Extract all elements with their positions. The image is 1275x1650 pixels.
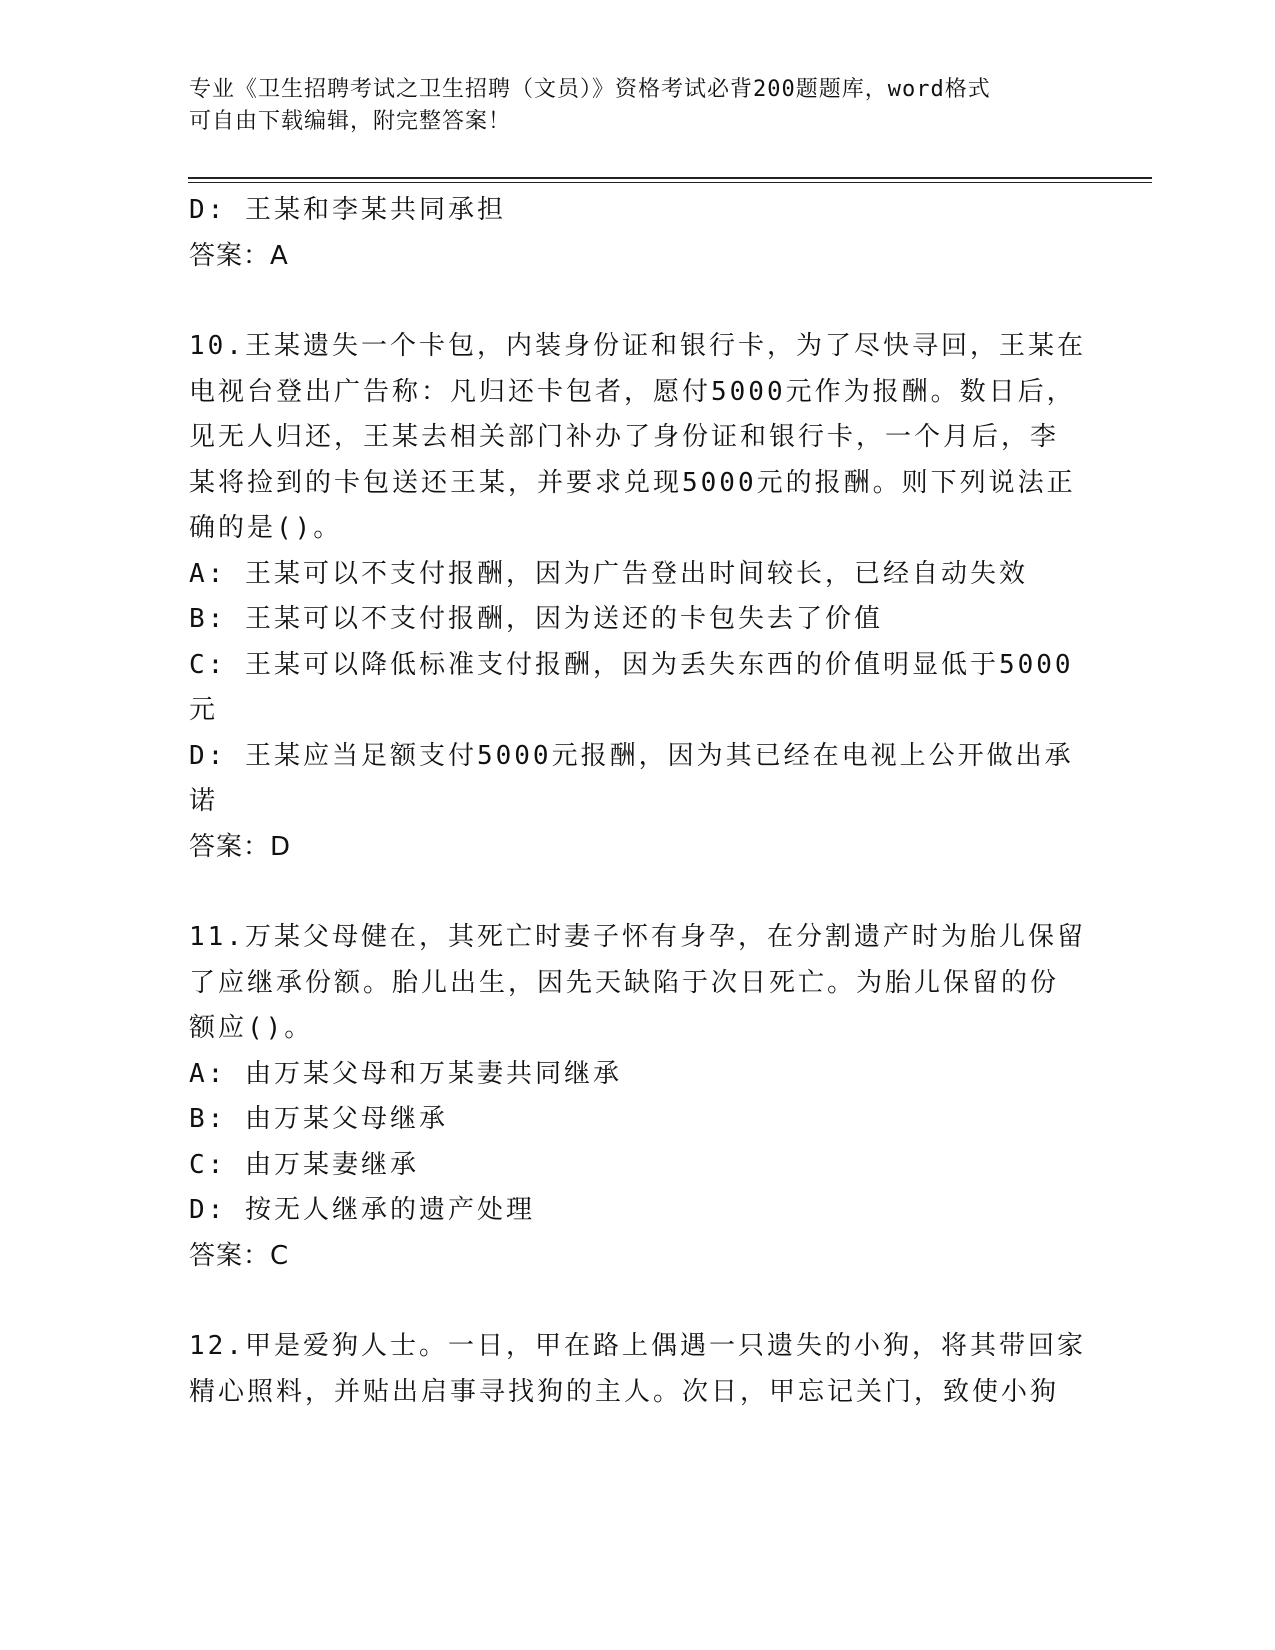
answer-line: 答案：A (189, 240, 289, 271)
answer-line: 答案：C (189, 1240, 290, 1271)
header-line-2: 可自由下载编辑，附完整答案！ (189, 109, 512, 134)
option-d: D: 王某应当足额支付5000元报酬，因为其已经在电视上公开做出承 (189, 740, 1074, 771)
question-stem-line: 额应()。 (189, 1013, 314, 1043)
page-header (189, 74, 1069, 138)
option-d-continued: 诺 (189, 786, 219, 816)
question-stem-line: 10.王某遗失一个卡包，内装身份证和银行卡，为了尽快寻回，王某在 (189, 331, 1086, 361)
question-12 (189, 1324, 1089, 1415)
option-c: C: 王某可以降低标准支付报酬，因为丢失东西的价值明显低于5000 (189, 649, 1074, 680)
option-d: D: 王某和李某共同承担 (189, 195, 506, 225)
question-stem-line: 电视台登出广告称：凡归还卡包者，愿付5000元作为报酬。数日后， (189, 376, 1076, 407)
question-stem-line: 11.万某父母健在，其死亡时妻子怀有身孕，在分割遗产时为胎儿保留 (189, 922, 1086, 952)
spacer (189, 279, 1089, 324)
option-c: C: 由万某妻继承 (189, 1149, 419, 1180)
option-c-continued: 元 (189, 695, 219, 725)
question-stem-line: 精心照料，并贴出启事寻找狗的主人。次日，甲忘记关门，致使小狗 (189, 1376, 1060, 1407)
question-stem-line: 见无人归还，王某去相关部门补办了身份证和银行卡，一个月后，李 (189, 422, 1060, 452)
option-b: B: 王某可以不支付报酬，因为送还的卡包失去了价值 (189, 604, 883, 634)
spacer (189, 1279, 1089, 1324)
question-11 (189, 915, 1089, 1279)
option-b: B: 由万某父母继承 (189, 1104, 448, 1134)
question-10 (189, 324, 1089, 870)
question-stem-line: 12.甲是爱狗人士。一日，甲在路上偶遇一只遗失的小狗，将其带回家 (189, 1331, 1086, 1361)
question-stem-line: 了应继承份额。胎儿出生，因先天缺陷于次日死亡。为胎儿保留的份 (189, 967, 1060, 998)
answer-line: 答案：D (189, 831, 292, 862)
header-line-1: 专业《卫生招聘考试之卫生招聘（文员）》资格考试必背200题题库，word格式 (189, 77, 991, 102)
option-a: A: 王某可以不支付报酬，因为广告登出时间较长，已经自动失效 (189, 558, 1028, 589)
document-body (189, 188, 1089, 1415)
question-9-tail (189, 188, 1089, 279)
option-d: D: 按无人继承的遗产处理 (189, 1195, 535, 1225)
header-divider-thin (188, 182, 1152, 183)
question-stem-line: 确的是()。 (189, 513, 343, 543)
header-divider-thick (188, 177, 1152, 179)
spacer (189, 870, 1089, 915)
option-a: A: 由万某父母和万某妻共同继承 (189, 1058, 622, 1089)
question-stem-line: 某将捡到的卡包送还王某，并要求兑现5000元的报酬。则下列说法正 (189, 467, 1076, 498)
